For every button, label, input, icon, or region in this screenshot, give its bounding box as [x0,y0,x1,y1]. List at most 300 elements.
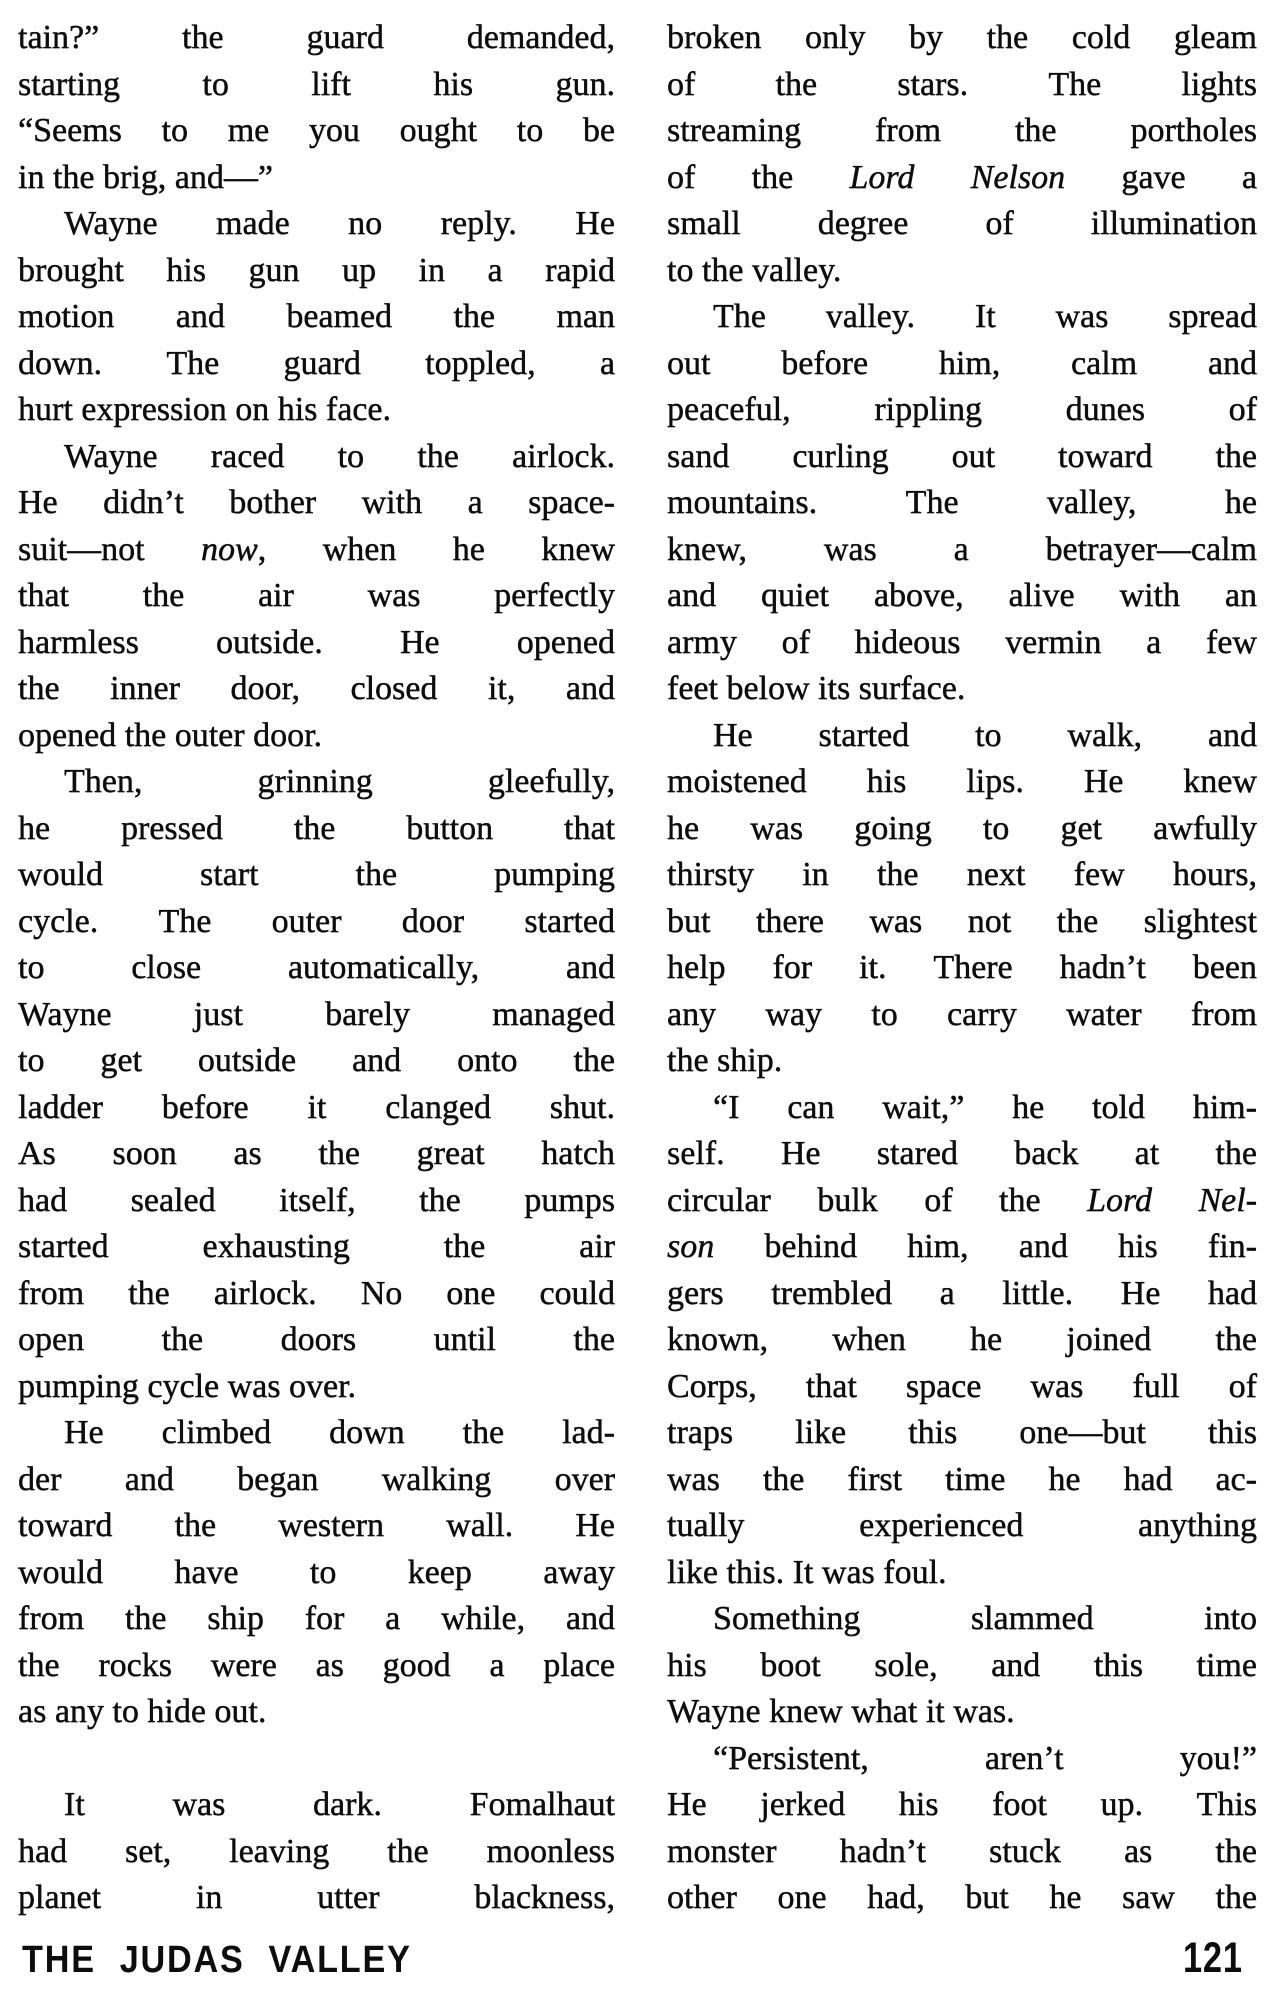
word: there [755,902,824,940]
word: utter [317,1879,380,1916]
word: the [1215,437,1257,475]
text-line [18,1364,615,1411]
word: of [781,623,810,661]
text-line [667,1550,1257,1597]
word: calm [1071,344,1138,382]
word: the [18,670,60,707]
word: the [667,1042,709,1079]
word: his [866,763,907,800]
word: exhausting [202,1228,350,1265]
word: had [1207,1274,1257,1312]
word: western [278,1507,384,1544]
word: and [667,577,717,614]
text-line [667,434,1257,481]
word: this [908,1414,958,1451]
word: awfully [1153,809,1257,847]
word: he [1049,1879,1082,1916]
word: Lord [1087,1181,1152,1219]
text-line [18,713,615,760]
word: gun [248,251,300,289]
word: and [1207,344,1257,382]
word: Then, [64,763,143,800]
word: a [467,484,483,521]
text-line [18,341,615,388]
word: going [854,809,932,847]
word: starting [18,65,120,103]
word: me [227,112,270,149]
word: raced [210,437,285,475]
text-line [18,1550,615,1597]
text-line [18,155,615,202]
word: rapid [545,251,615,289]
word: the [182,19,224,56]
word: and—” [174,158,273,196]
word: The [166,344,220,382]
word: little. [1002,1274,1074,1312]
word: that [805,1367,857,1405]
word: automatically, [287,949,480,986]
text-column-left [18,15,615,1922]
word: was [227,1367,281,1405]
word: lights [1181,65,1257,103]
word: button [406,809,494,847]
word: Nelson [970,158,1066,196]
word: brig, [103,158,167,196]
word: was [750,809,804,847]
word: of [667,65,696,103]
word: that [18,577,69,614]
word: that [564,809,615,847]
word: Lord [849,158,915,196]
text-line [18,1457,615,1504]
word: joined [1066,1321,1152,1358]
text-line [18,1689,615,1736]
word: to [18,1042,45,1079]
word: it [307,1088,327,1126]
word: bulk [817,1181,878,1219]
text-line [667,1178,1257,1225]
word: feet [667,670,718,707]
word: one [446,1274,496,1312]
word: it, [487,670,516,707]
word: motion [18,298,115,335]
word: mountains. [667,484,818,521]
text-line [667,1410,1257,1457]
section-break [18,1736,615,1783]
word: for [772,949,813,986]
text-line [18,108,615,155]
word: airlock. [512,437,615,475]
word: No [360,1274,403,1312]
word: until [433,1321,496,1358]
word: of [1228,391,1257,428]
word: The [713,298,766,335]
word: son [667,1228,715,1265]
word: The [158,902,212,940]
word: tain?” [18,19,100,56]
text-line [18,294,615,341]
word: to [337,437,365,475]
word: out. [214,1693,267,1730]
word: to [982,809,1010,847]
word: gave [1121,158,1186,196]
word: only [805,19,866,56]
word: guard [283,344,361,382]
text-line [18,1410,615,1457]
word: out [667,344,711,382]
word: the [417,437,459,475]
word: behind [764,1228,857,1265]
word: hide [147,1693,206,1730]
text-line [18,387,615,434]
word: rocks [98,1646,172,1684]
word: his [166,251,206,289]
word: be [582,112,615,149]
text-line [18,62,615,109]
word: was [823,530,877,568]
word: moistened [667,763,807,800]
word: few [1205,623,1257,661]
word: the [762,1460,805,1498]
word: It [974,298,996,335]
word: ac- [1215,1460,1257,1498]
word: and [1018,1228,1068,1265]
word: shut. [549,1088,615,1126]
word: you!” [1179,1739,1257,1777]
word: cold [1071,19,1131,56]
word: could [539,1274,615,1312]
word: climbed [161,1414,272,1451]
word: it [925,1693,945,1730]
word: lips. [966,763,1024,800]
text-line [667,108,1257,155]
word: way [765,995,823,1033]
word: moonless [486,1832,615,1870]
word: the [453,298,496,335]
word: circular [667,1181,771,1219]
word: been [1192,949,1257,986]
word: He [575,205,615,242]
word: the [124,716,167,754]
word: in [418,251,445,289]
word: The [1048,65,1102,103]
word: from [18,1600,85,1637]
word: told [1092,1088,1145,1126]
word: his [898,1786,939,1823]
word: The [905,484,959,521]
word: few [1073,856,1125,893]
word: This [1196,1786,1257,1823]
word: der [18,1460,62,1498]
text-line [667,852,1257,899]
word: he [1012,1088,1045,1126]
word: open [18,1321,85,1358]
word: dark. [312,1786,382,1823]
word: a [599,344,615,382]
text-line [667,201,1257,248]
word: walking [381,1460,492,1498]
word: was. [953,1693,1015,1730]
word: but [965,1879,1009,1916]
text-line [18,620,615,667]
text-line [667,15,1257,62]
word: He [18,484,58,521]
word: he [1224,484,1257,521]
text-line [667,1596,1257,1643]
word: he [667,809,700,847]
word: and [565,1600,615,1637]
text-line [667,1038,1257,1085]
word: the [419,1181,461,1219]
word: over. [289,1367,357,1405]
word: out [951,437,996,475]
word: opened [516,623,615,661]
word: foot [992,1786,1047,1823]
word: gers [667,1274,724,1312]
word: ladder [18,1088,103,1126]
word: ought [399,112,478,149]
word: door, [230,670,300,707]
word: the [999,1181,1041,1219]
text-line [18,852,615,899]
word: hurt [18,391,73,428]
word: valley, [1047,484,1137,521]
word: from [18,1274,85,1312]
word: help [667,949,726,986]
word: lad- [562,1414,615,1451]
word: the [387,1832,429,1870]
word: the [876,856,919,893]
word: There [933,949,1013,986]
word: of [985,205,1014,242]
text-line [18,759,615,806]
word: the [318,1135,360,1172]
word: made [216,205,290,242]
word: knew [769,1693,843,1730]
word: as [315,1646,344,1684]
word: down [329,1414,405,1451]
text-line [667,294,1257,341]
word: pumping [18,1367,139,1405]
word: and [175,298,225,335]
word: quiet [761,577,829,614]
word: rippling [874,391,982,428]
word: knew, [667,530,747,568]
word: place [543,1646,615,1684]
word: his [667,1646,707,1684]
text-line [18,1085,615,1132]
word: began [237,1460,319,1498]
word: cycle. [18,902,99,940]
text-line [667,248,1257,295]
word: gleam [1173,19,1257,56]
word: was [667,1460,720,1498]
text-line [667,945,1257,992]
word: it. [859,949,887,986]
word: planet [18,1879,102,1916]
text-line [667,62,1257,109]
word: ship. [717,1042,783,1079]
word: water [1066,995,1142,1033]
word: the [573,1042,615,1079]
text-line [18,1038,615,1085]
word: the [1215,1321,1257,1358]
word: up. [1100,1786,1143,1823]
word: dunes [1065,391,1145,428]
word: him- [1192,1088,1257,1126]
word: demanded, [466,19,615,56]
word: Wayne [64,437,158,475]
word: not [967,902,1012,940]
word: knew [541,530,615,568]
word: space [905,1367,982,1405]
word: the [573,1321,615,1358]
word: with [1119,577,1180,614]
word: door [401,902,465,940]
word: gun. [555,65,615,103]
word: before [161,1088,249,1126]
word: was [367,577,421,614]
word: a [939,1274,955,1312]
word: you [308,112,360,149]
text-line [18,1131,615,1178]
word: onto [457,1042,518,1079]
word: reply. [440,205,517,242]
text-line [18,1271,615,1318]
word: pumps [524,1181,615,1219]
word: with [361,484,423,521]
word: the [142,577,185,614]
word: at [1134,1135,1160,1172]
word: get [100,1042,142,1079]
word: was [821,1553,875,1591]
word: airlock. [213,1274,317,1312]
word: toward [1058,437,1153,475]
word: perfectly [494,577,615,614]
word: outer [174,716,245,754]
text-columns [18,15,1257,1922]
word: what [851,1693,918,1730]
word: opened [18,716,117,754]
word: “Seems [18,112,122,149]
word: he [18,809,51,847]
word: pumping [494,856,615,893]
text-line [667,1782,1257,1829]
word: up [342,251,377,289]
word: self. [667,1135,725,1172]
word: when [832,1321,906,1358]
word: set, [124,1832,172,1870]
word: known, [667,1321,769,1358]
word: start [200,856,259,893]
text-line [667,806,1257,853]
word: expression [81,391,227,428]
word: face. [325,391,391,428]
word: army [667,623,737,661]
word: grinning [257,763,373,800]
word: stared [876,1135,958,1172]
word: hatch [541,1135,615,1172]
word: slammed [970,1600,1094,1637]
word: closed [350,670,438,707]
word: as [18,1693,47,1730]
word: a [489,1646,505,1684]
word: curling [792,437,889,475]
word: hadn’t [1059,949,1146,986]
word: the [128,1274,170,1312]
word: his [1118,1228,1158,1265]
word: to [112,1693,139,1730]
word: toppled, [425,344,536,382]
word: hideous [854,623,961,661]
word: the [1215,1832,1257,1870]
text-line [18,248,615,295]
word: to [667,251,694,289]
word: in [802,856,829,893]
word: started [818,716,910,754]
text-line [18,15,615,62]
word: streaming [667,112,802,149]
word: As [18,1135,56,1172]
word: Wayne [667,1693,761,1730]
word: the [124,1600,167,1637]
text-line [667,713,1257,760]
word: cycle [147,1367,220,1405]
text-line [667,341,1257,388]
word: the [18,1646,60,1684]
text-line [667,387,1257,434]
text-line [18,1596,615,1643]
word: Corps, [667,1367,757,1405]
word: walk, [1067,716,1143,754]
word: alive [1008,577,1075,614]
word: lift [311,65,351,103]
word: the [462,1414,505,1451]
text-line [667,1085,1257,1132]
word: wait,” [882,1088,965,1126]
text-line [18,480,615,527]
text-line [667,1503,1257,1550]
word: as [1123,1832,1153,1870]
word: He [64,1414,104,1451]
word: close [131,949,202,986]
text-line [667,1689,1257,1736]
word: man [556,298,615,335]
text-line [667,573,1257,620]
word: one—but [1019,1414,1146,1451]
word: but [667,902,711,940]
word: ship [207,1600,264,1637]
text-line [18,666,615,713]
word: boot [760,1646,821,1684]
word: hadn’t [839,1832,926,1870]
word: knew [1183,763,1257,800]
text-line [667,899,1257,946]
word: He [667,1786,707,1823]
word: Wayne [64,205,158,242]
word: inner [110,670,180,707]
word: to [161,112,188,149]
text-line [667,480,1257,527]
text-line [667,1457,1257,1504]
word: a [1241,158,1257,196]
text-line [667,1643,1257,1690]
word: He [780,1135,821,1172]
word: have [174,1553,239,1591]
word: managed [492,995,615,1033]
word: keep [407,1553,472,1591]
word: the [174,1507,217,1544]
